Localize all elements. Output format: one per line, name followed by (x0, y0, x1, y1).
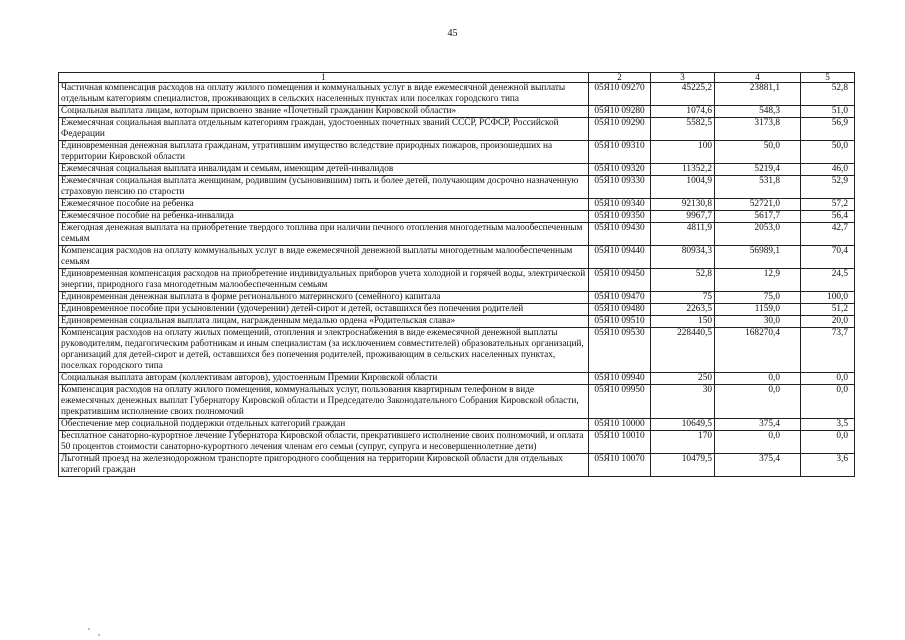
row-percent-cell: 50,0 (801, 141, 855, 164)
row-plan-cell: 80934,3 (651, 246, 715, 269)
row-name-cell: Обеспечение мер социальной поддержки отдельных категорий граждан (59, 419, 589, 431)
table-row (59, 164, 855, 176)
table-row (59, 454, 855, 477)
table-row (59, 316, 855, 328)
row-fact-cell: 1159,0 (715, 304, 801, 316)
table-row (59, 211, 855, 223)
row-fact-cell: 375,4 (715, 454, 801, 477)
row-code-cell: 05Я10 09310 (589, 141, 651, 164)
row-plan-cell: 10649,5 (651, 419, 715, 431)
row-name-cell: Ежемесячная социальная выплата инвалидам и семьям, имеющим детей-инвалидов (59, 164, 589, 176)
table-row (59, 83, 855, 106)
row-code-cell: 05Я10 09940 (589, 373, 651, 385)
row-name-cell: Компенсация расходов на оплату жилого помещения, коммунальных услуг, пользования квартирным телефоном в виде ежемесячных денежных выплат Губернатору Кировской области и Председателю Законодательного Собрания Кировской области, прекратившим исполнение своих полномочий (59, 385, 589, 419)
row-code-cell: 05Я10 09510 (589, 316, 651, 328)
column-header-name: 1 (59, 73, 589, 83)
row-plan-cell: 9967,7 (651, 211, 715, 223)
row-percent-cell: 52,8 (801, 83, 855, 106)
row-fact-cell: 0,0 (715, 373, 801, 385)
row-fact-cell: 0,0 (715, 385, 801, 419)
table-row (59, 373, 855, 385)
row-code-cell: 05Я10 09340 (589, 199, 651, 211)
table-row (59, 118, 855, 141)
table-row (59, 141, 855, 164)
row-plan-cell: 52,8 (651, 269, 715, 292)
expenditure-table (58, 72, 855, 477)
row-fact-cell: 5617,7 (715, 211, 801, 223)
row-name-cell: Бесплатное санаторно-курортное лечение Губернатора Кировской области, прекратившего исполнение своих полномочий, и оплата 50 процентов стоимости санаторно-курортного лечения членам его семьи (супруг, супруга и несовершеннолетние дети) (59, 431, 589, 454)
row-name-cell: Частичная компенсация расходов на оплату жилого помещения и коммунальных услуг в виде ежемесячной денежной выплаты отдельным категориям специалистов, проживающих в сельских населенных пунктах или поселках городского типа (59, 83, 589, 106)
row-fact-cell: 3173,8 (715, 118, 801, 141)
scan-speck (98, 634, 100, 636)
row-plan-cell: 150 (651, 316, 715, 328)
row-fact-cell: 50,0 (715, 141, 801, 164)
row-percent-cell: 42,7 (801, 223, 855, 246)
row-code-cell: 05Я10 09350 (589, 211, 651, 223)
column-header-fact: 4 (715, 73, 801, 83)
table-row (59, 292, 855, 304)
row-code-cell: 05Я10 10070 (589, 454, 651, 477)
row-code-cell: 05Я10 10000 (589, 419, 651, 431)
row-fact-cell: 52721,0 (715, 199, 801, 211)
row-plan-cell: 30 (651, 385, 715, 419)
row-fact-cell: 0,0 (715, 431, 801, 454)
table-row (59, 223, 855, 246)
row-name-cell: Ежемесячное пособие на ребенка-инвалида (59, 211, 589, 223)
table-row (59, 269, 855, 292)
row-plan-cell: 100 (651, 141, 715, 164)
row-percent-cell: 70,4 (801, 246, 855, 269)
table-row (59, 176, 855, 199)
table-row (59, 199, 855, 211)
row-percent-cell: 24,5 (801, 269, 855, 292)
row-name-cell: Ежемесячное пособие на ребенка (59, 199, 589, 211)
row-fact-cell: 531,8 (715, 176, 801, 199)
row-percent-cell: 0,0 (801, 373, 855, 385)
row-fact-cell: 12,9 (715, 269, 801, 292)
table-header-row (59, 73, 855, 83)
column-header-plan: 3 (651, 73, 715, 83)
row-code-cell: 05Я10 09280 (589, 106, 651, 118)
row-plan-cell: 75 (651, 292, 715, 304)
row-percent-cell: 0,0 (801, 431, 855, 454)
row-fact-cell: 548,3 (715, 106, 801, 118)
row-code-cell: 05Я10 09330 (589, 176, 651, 199)
row-code-cell: 05Я10 10010 (589, 431, 651, 454)
table-row (59, 419, 855, 431)
row-name-cell: Ежемесячная социальная выплата отдельным категориям граждан, удостоенных почетных званий СССР, РСФСР, Российской Федерации (59, 118, 589, 141)
row-fact-cell: 5219,4 (715, 164, 801, 176)
row-fact-cell: 30,0 (715, 316, 801, 328)
row-percent-cell: 51,2 (801, 304, 855, 316)
row-name-cell: Единовременная денежная выплата в форме регионального материнского (семейного) капитала (59, 292, 589, 304)
row-plan-cell: 228440,5 (651, 328, 715, 373)
row-plan-cell: 11352,2 (651, 164, 715, 176)
row-name-cell: Социальная выплата авторам (коллективам авторов), удостоенным Премии Кировской области (59, 373, 589, 385)
row-percent-cell: 20,0 (801, 316, 855, 328)
row-percent-cell: 56,9 (801, 118, 855, 141)
row-name-cell: Ежегодная денежная выплата на приобретение твердого топлива при наличии печного отопления многодетным малообеспеченным семьям (59, 223, 589, 246)
row-name-cell: Единовременная социальная выплата лицам, награжденным медалью ордена «Родительская слава» (59, 316, 589, 328)
row-plan-cell: 1004,9 (651, 176, 715, 199)
row-percent-cell: 3,5 (801, 419, 855, 431)
table-row (59, 106, 855, 118)
row-fact-cell: 23881,1 (715, 83, 801, 106)
row-percent-cell: 51,0 (801, 106, 855, 118)
row-name-cell: Компенсация расходов на оплату жилых помещений, отопления и электроснабжения в виде ежемесячной денежной выплаты руководителям, педагогическим работникам и иным специалистам (за исключением совместителей) образовательных организаций, организаций для детей-сирот и детей, оставшихся без попечения родителей, проживающим в сельских населенных пунктах, поселках городского типа (59, 328, 589, 373)
row-code-cell: 05Я10 09480 (589, 304, 651, 316)
row-plan-cell: 1074,6 (651, 106, 715, 118)
row-percent-cell: 56,4 (801, 211, 855, 223)
row-name-cell: Единовременное пособие при усыновлении (удочерении) детей-сирот и детей, оставшихся без попечения родителей (59, 304, 589, 316)
row-fact-cell: 75,0 (715, 292, 801, 304)
row-code-cell: 05Я10 09270 (589, 83, 651, 106)
table-row (59, 431, 855, 454)
row-fact-cell: 375,4 (715, 419, 801, 431)
row-code-cell: 05Я10 09290 (589, 118, 651, 141)
row-code-cell: 05Я10 09530 (589, 328, 651, 373)
row-name-cell: Льготный проезд на железнодорожном транспорте пригородного сообщения на территории Кировской области для отдельных категорий граждан (59, 454, 589, 477)
row-plan-cell: 170 (651, 431, 715, 454)
row-percent-cell: 52,9 (801, 176, 855, 199)
row-code-cell: 05Я10 09470 (589, 292, 651, 304)
row-plan-cell: 10479,5 (651, 454, 715, 477)
row-plan-cell: 2263,5 (651, 304, 715, 316)
page-number: 45 (447, 28, 458, 39)
row-fact-cell: 2053,0 (715, 223, 801, 246)
row-name-cell: Единовременная компенсация расходов на приобретение индивидуальных приборов учета холодной и горячей воды, электрической энергии, природного газа многодетным малообеспеченным семьям (59, 269, 589, 292)
row-plan-cell: 250 (651, 373, 715, 385)
row-name-cell: Единовременная денежная выплата гражданам, утратившим имущество вследствие природных пожаров, произошедших на территории Кировской области (59, 141, 589, 164)
row-percent-cell: 57,2 (801, 199, 855, 211)
column-header-code: 2 (589, 73, 651, 83)
row-code-cell: 05Я10 09450 (589, 269, 651, 292)
table-row (59, 385, 855, 419)
row-code-cell: 05Я10 09440 (589, 246, 651, 269)
row-name-cell: Ежемесячная социальная выплата женщинам, родившим (усыновившим) пять и более детей, получающим досрочно назначенную страховую пенсию по старости (59, 176, 589, 199)
row-plan-cell: 92130,8 (651, 199, 715, 211)
row-fact-cell: 168270,4 (715, 328, 801, 373)
row-plan-cell: 45225,2 (651, 83, 715, 106)
row-percent-cell: 73,7 (801, 328, 855, 373)
table-row (59, 246, 855, 269)
row-percent-cell: 100,0 (801, 292, 855, 304)
scan-speck (88, 628, 90, 630)
row-percent-cell: 0,0 (801, 385, 855, 419)
row-code-cell: 05Я10 09320 (589, 164, 651, 176)
table-row (59, 304, 855, 316)
row-code-cell: 05Я10 09950 (589, 385, 651, 419)
row-percent-cell: 46,0 (801, 164, 855, 176)
table-body (59, 83, 855, 477)
table-row (59, 328, 855, 373)
row-code-cell: 05Я10 09430 (589, 223, 651, 246)
row-plan-cell: 4811,9 (651, 223, 715, 246)
column-header-percent: 5 (801, 73, 855, 83)
row-name-cell: Социальная выплата лицам, которым присвоено звание «Почетный гражданин Кировской области» (59, 106, 589, 118)
row-plan-cell: 5582,5 (651, 118, 715, 141)
row-fact-cell: 56989,1 (715, 246, 801, 269)
row-percent-cell: 3,6 (801, 454, 855, 477)
row-name-cell: Компенсация расходов на оплату коммунальных услуг в виде ежемесячной денежной выплаты многодетным малообеспеченным семьям (59, 246, 589, 269)
